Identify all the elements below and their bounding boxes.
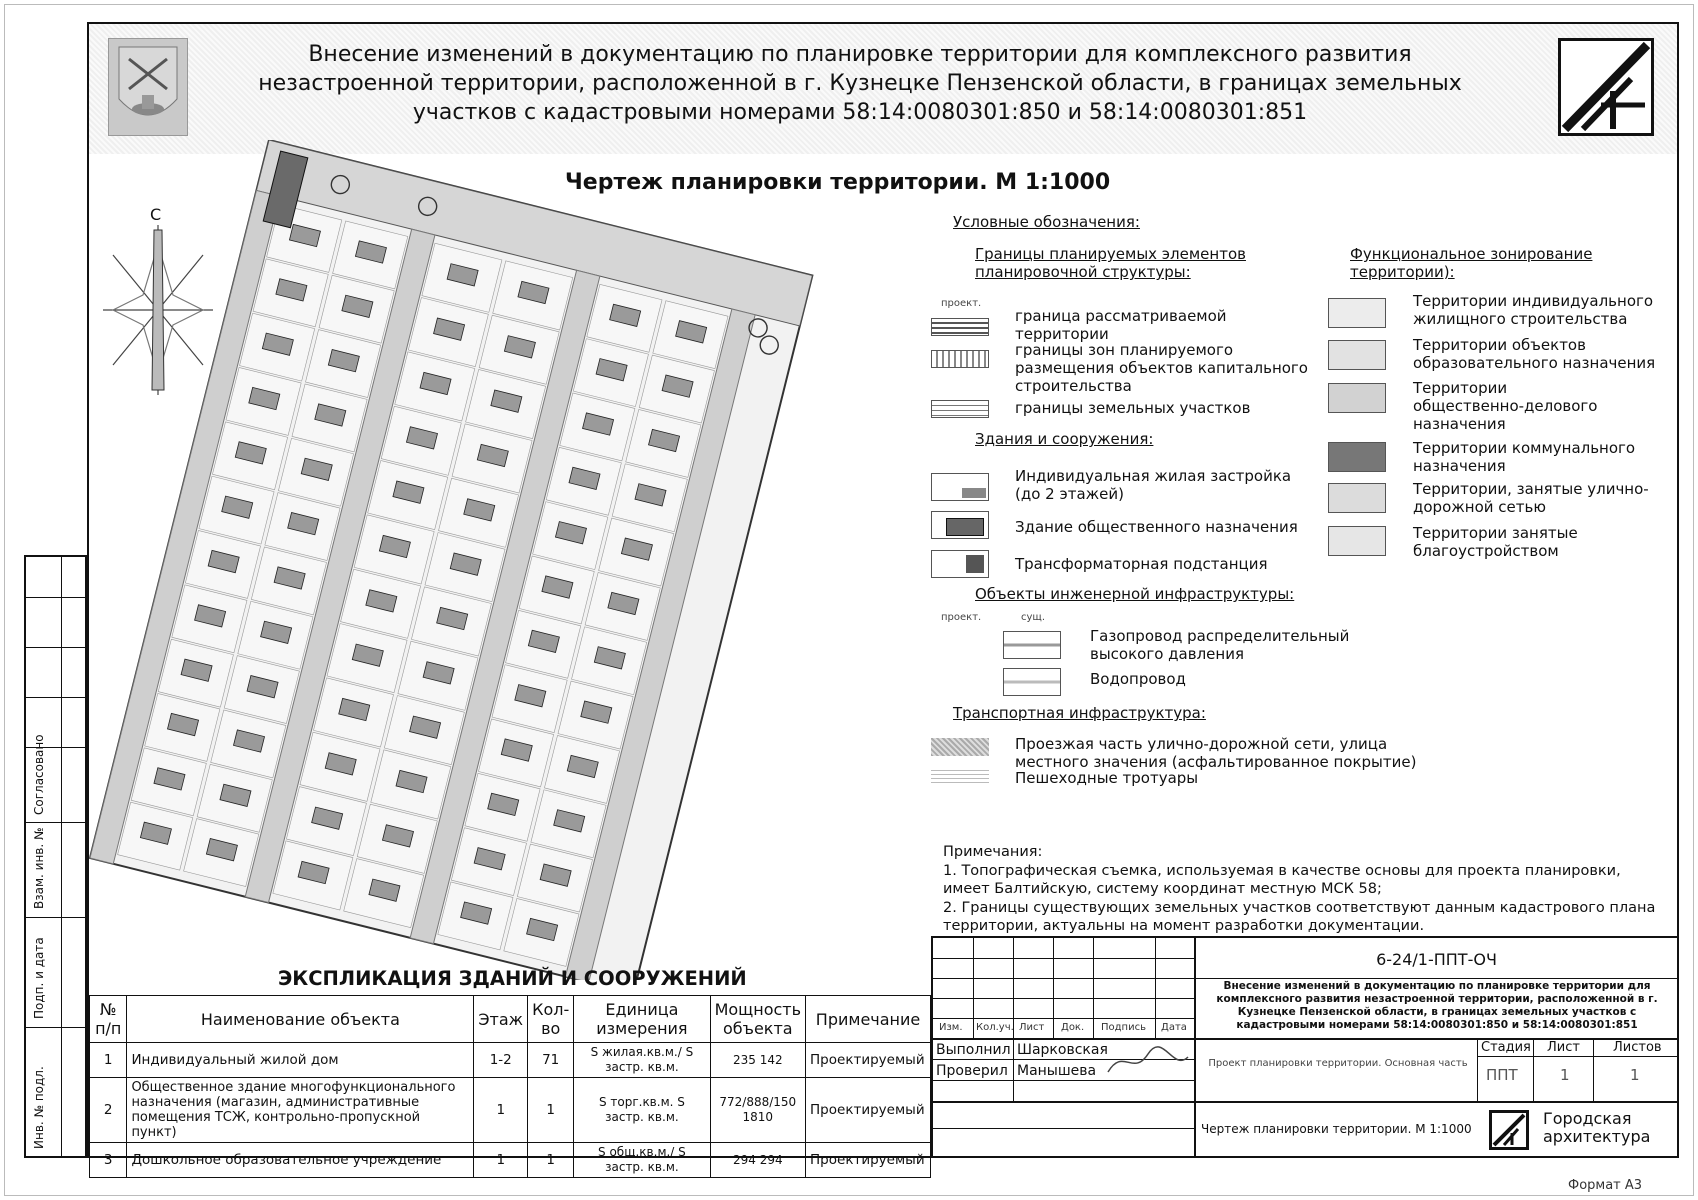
stamp-checked-label: Проверил: [936, 1063, 1008, 1079]
legend-swatch-zone-residential: [1328, 298, 1386, 328]
header-name: Наименование объекта: [127, 996, 474, 1043]
note-item-2: 2. Границы существующих земельных участков соответствуют данным кадастрового плана территории, актуальны на момент разработки документации.: [943, 899, 1656, 934]
stamp-col-date: Дата: [1161, 1022, 1187, 1033]
stamp-drawing-title: Чертеж планировки территории. М 1:1000: [1201, 1122, 1472, 1136]
header-floors: Этаж: [474, 996, 528, 1043]
row-name: Дошкольное образовательное учреждение: [127, 1143, 474, 1178]
company-name: [1543, 1110, 1650, 1146]
row-floors: 1: [474, 1143, 528, 1178]
stamp-stage-label: Стадия: [1481, 1040, 1531, 1055]
legend-building-item-1: Индивидуальная жилая застройка (до 2 этажей): [1015, 467, 1292, 503]
header-capacity: Мощность объекта: [710, 996, 805, 1043]
row-num: 1: [90, 1043, 127, 1078]
row-capacity: 772/888/150 1810: [710, 1078, 805, 1143]
legend-swatch-public-building: [931, 511, 989, 539]
legend-boundaries-heading: Границы планируемых элементов планировочной структуры:: [975, 245, 1246, 281]
company-name-line-2: архитектура: [1543, 1127, 1651, 1146]
stamp-col-count: Кол.уч.: [976, 1022, 1014, 1033]
stamp-col-signature: Подпись: [1101, 1022, 1146, 1033]
legend-zoning-heading: Функциональное зонирование территории):: [1350, 245, 1593, 281]
table-row: [90, 1143, 931, 1178]
stamp-sheet-value: 1: [1560, 1066, 1570, 1084]
legend-zoning-item-6: Территории занятые благоустройством: [1413, 524, 1578, 560]
table-row: [90, 1043, 931, 1078]
legend-transport-item-2: Пешеходные тротуары: [1015, 769, 1199, 787]
title-line-2: незастроенной территории, расположенной в г. Кузнецке Пензенской области, в границах земельных: [258, 71, 1462, 96]
legend-heading: Условные обозначения:: [953, 213, 1140, 231]
map-title: Чертеж планировки территории. М 1:1000: [565, 170, 1111, 195]
stamp-doc-code: 6-24/1-ППТ-ОЧ: [1376, 950, 1497, 969]
explication-table: [89, 995, 931, 1178]
stamp-col-change: Изм.: [939, 1022, 963, 1033]
stamp-part-title: Проект планировки территории. Основная часть: [1208, 1058, 1468, 1069]
header-note: Примечание: [806, 996, 931, 1043]
legend-boundary-item-3: границы земельных участков: [1015, 399, 1251, 417]
row-num: 2: [90, 1078, 127, 1143]
row-unit: S торг.кв.м. S застр. кв.м.: [574, 1078, 710, 1143]
legend-building-item-2: Здание общественного назначения: [1015, 518, 1298, 536]
site-plan-map: [89, 140, 889, 980]
legend-boundary-item-2: границы зон планируемого размещения объектов капитального строительства: [1015, 341, 1308, 395]
legend-swatch-water-pipeline: [1003, 668, 1061, 696]
legend-transport-heading: Транспортная инфраструктура:: [953, 704, 1206, 722]
document-title: [230, 40, 1490, 127]
row-name: Индивидуальный жилой дом: [127, 1043, 474, 1078]
approval-side-block: [24, 555, 87, 1158]
legend-project-label: проект.: [941, 298, 982, 309]
row-unit: S жилая.кв.м./ S застр. кв.м.: [574, 1043, 710, 1078]
row-capacity: 235 142: [710, 1043, 805, 1078]
company-name-line-1: Городская: [1543, 1109, 1632, 1128]
explication-header-row: [90, 996, 931, 1043]
side-label-approved: Согласовано: [32, 734, 46, 815]
row-note: Проектируемый: [806, 1043, 931, 1078]
legend-swatch-zone-streets: [1328, 483, 1386, 513]
header-unit: Единица измерения: [574, 996, 710, 1043]
table-row: [90, 1078, 931, 1143]
stamp-checked-name: Манышева: [1017, 1063, 1097, 1079]
notes-heading: Примечания:: [943, 844, 1043, 860]
coat-of-arms-icon: [108, 38, 188, 136]
legend-zoning-item-3: Территории общественно-делового назначения: [1413, 379, 1598, 433]
row-count: 1: [528, 1143, 574, 1178]
legend-engineering-project-label: проект.: [941, 612, 982, 623]
row-num: 3: [90, 1143, 127, 1178]
title-line-1: Внесение изменений в документацию по планировке территории для комплексного развития: [308, 42, 1412, 67]
legend-engineering-item-2: Водопровод: [1090, 670, 1186, 688]
legend-swatch-sidewalk: [931, 767, 989, 783]
legend-boundary-item-1: граница рассматриваемой территории: [1015, 307, 1227, 343]
title-line-3: участков с кадастровыми номерами 58:14:0080301:850 и 58:14:0080301:851: [412, 100, 1308, 125]
legend-transport-item-1: Проезжая часть улично-дорожной сети, улица местного значения (асфальтированное покрытие): [1015, 735, 1417, 771]
explication-title: ЭКСПЛИКАЦИЯ ЗДАНИЙ И СООРУЖЕНИЙ: [278, 967, 747, 990]
row-count: 71: [528, 1043, 574, 1078]
company-small-logo-icon: [1489, 1110, 1529, 1150]
legend-engineering-heading: Объекты инженерной инфраструктуры:: [975, 585, 1295, 603]
side-label-signature-date: Подп. и дата: [32, 937, 46, 1019]
stamp-performed-label: Выполнил: [936, 1042, 1011, 1058]
stamp-performed-name: Шарковская: [1017, 1042, 1108, 1058]
stamp-sheets-value: 1: [1630, 1066, 1640, 1084]
stamp-sheets-label: Листов: [1613, 1040, 1662, 1055]
stamp-stage-value: ППТ: [1486, 1066, 1518, 1084]
legend-zoning-item-5: Территории, занятые улично-дорожной сетью: [1413, 480, 1649, 516]
stamp-sheet-label: Лист: [1547, 1040, 1580, 1055]
header-count: Кол-во: [528, 996, 574, 1043]
legend-swatch-substation: [931, 550, 989, 578]
row-note: Проектируемый: [806, 1078, 931, 1143]
row-capacity: 294 294: [710, 1143, 805, 1178]
side-label-inv-original: Инв. № подл.: [32, 1066, 46, 1149]
row-floors: 1-2: [474, 1043, 528, 1078]
row-floors: 1: [474, 1078, 528, 1143]
legend-buildings-heading: Здания и сооружения:: [975, 430, 1154, 448]
legend-engineering-item-1: Газопровод распределительный высокого давления: [1090, 627, 1350, 663]
legend-swatch-land-plot-boundary: [931, 400, 989, 418]
note-item-1: 1. Топографическая съемка, используемая в качестве основы для проекта планировки, имеет Балтийскую, систему координат местную МСК 58;: [943, 862, 1621, 897]
stamp-col-doc: Док.: [1061, 1022, 1085, 1033]
signature-icon: [1103, 1042, 1193, 1082]
notes-block: [943, 843, 1663, 936]
side-label-replaced-inv: Взам. инв. №: [32, 827, 46, 909]
legend-swatch-zone-boundary: [931, 350, 989, 368]
company-logo-icon: [1558, 38, 1654, 136]
legend-swatch-zone-communal: [1328, 442, 1386, 472]
legend-swatch-zone-public-business: [1328, 383, 1386, 413]
row-note: Проектируемый: [806, 1143, 931, 1178]
header-num: № п/п: [90, 996, 127, 1043]
row-unit: S общ.кв.м./ S застр. кв.м.: [574, 1143, 710, 1178]
legend-zoning-item-4: Территории коммунального назначения: [1413, 439, 1636, 475]
north-label: С: [150, 205, 162, 224]
format-label: Формат А3: [1568, 1178, 1643, 1193]
legend-swatch-zone-landscaping: [1328, 526, 1386, 556]
legend-swatch-gas-pipeline: [1003, 631, 1061, 659]
legend-building-item-3: Трансформаторная подстанция: [1015, 555, 1268, 573]
row-count: 1: [528, 1078, 574, 1143]
legend-engineering-existing-label: сущ.: [1021, 612, 1046, 623]
legend-zoning-item-1: Территории индивидуального жилищного строительства: [1413, 292, 1654, 328]
legend-swatch-territory-boundary: [931, 318, 989, 336]
legend-swatch-roadway: [931, 738, 989, 756]
stamp-doc-title: Внесение изменений в документацию по планировке территории для комплексного развития незастроенной территории, расположенной в г. Кузнецке Пензенской области, в границах земельных участков с кадастровыми номерами 58:14:0080301:850 и 58:14:0080301:851: [1216, 980, 1658, 1031]
legend-swatch-zone-education: [1328, 340, 1386, 370]
row-name: Общественное здание многофункционального назначения (магазин, административные помещения ТСЖ, контрольно-пропускной пункт): [127, 1078, 474, 1143]
title-block-stamp: [931, 936, 1679, 1158]
stamp-col-sheet: Лист: [1019, 1022, 1045, 1033]
legend-zoning-item-2: Территории объектов образовательного назначения: [1413, 336, 1656, 372]
legend-swatch-residential: [931, 473, 989, 501]
